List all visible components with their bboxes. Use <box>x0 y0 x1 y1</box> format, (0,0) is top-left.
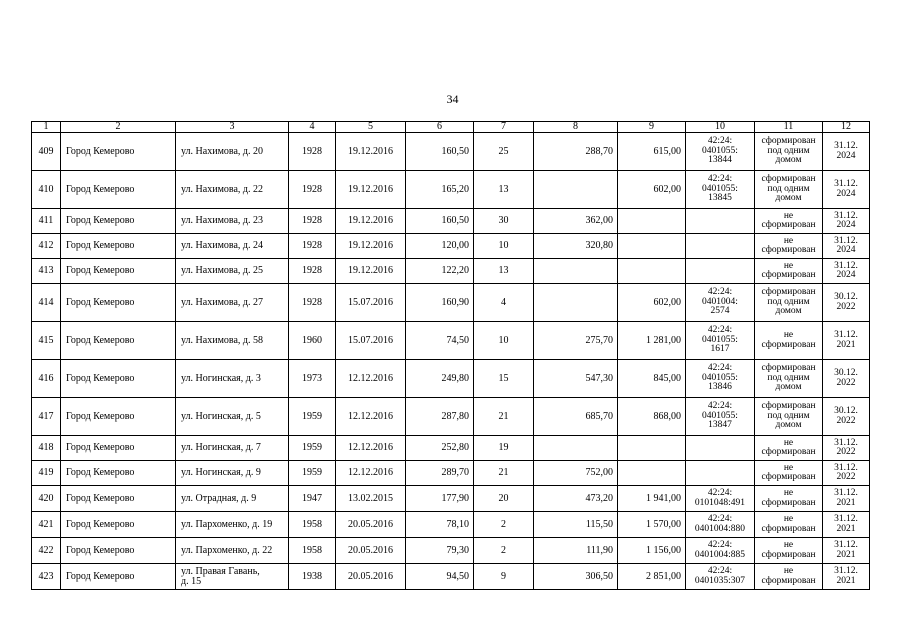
cell-norm-area: 1 281,00 <box>618 322 686 360</box>
cell-date: 20.05.2016 <box>336 512 406 538</box>
cell-date: 19.12.2016 <box>336 259 406 284</box>
table-row <box>32 171 870 209</box>
cell-deadline: 31.12. 2024 <box>823 209 870 234</box>
cell-land-area: 752,00 <box>534 461 618 486</box>
cell-land-area: 306,50 <box>534 564 618 590</box>
cell-land-status: сформирован под одним домом <box>755 398 823 436</box>
cell-date: 12.12.2016 <box>336 436 406 461</box>
cell-address: ул. Нахимова, д. 27 <box>176 284 289 322</box>
cell-land-status: сформирован под одним домом <box>755 360 823 398</box>
cell-date: 12.12.2016 <box>336 360 406 398</box>
cell-date: 19.12.2016 <box>336 133 406 171</box>
cell-area: 120,00 <box>406 234 474 259</box>
cell-settlement: Город Кемерово <box>61 133 176 171</box>
cell-settlement: Город Кемерово <box>61 322 176 360</box>
cell-land-status: не сформирован <box>755 564 823 590</box>
table-row <box>32 538 870 564</box>
cell-land-area: 275,70 <box>534 322 618 360</box>
cell-land-status: не сформирован <box>755 209 823 234</box>
table-row <box>32 486 870 512</box>
table-row <box>32 461 870 486</box>
header-address: 3 <box>176 122 289 133</box>
cell-land-status: не сформирован <box>755 322 823 360</box>
cell-area: 160,50 <box>406 133 474 171</box>
cell-area: 165,20 <box>406 171 474 209</box>
cell-address: ул. Нахимова, д. 22 <box>176 171 289 209</box>
header-settlement: 2 <box>61 122 176 133</box>
cell-cadastral-number <box>686 436 755 461</box>
cell-cadastral-number: 42:24: 0101048:491 <box>686 486 755 512</box>
cell-settlement: Город Кемерово <box>61 398 176 436</box>
cell-address: ул. Нахимова, д. 20 <box>176 133 289 171</box>
table-row <box>32 284 870 322</box>
table-row <box>32 209 870 234</box>
cell-address: ул. Пархоменко, д. 19 <box>176 512 289 538</box>
table-row <box>32 398 870 436</box>
cell-residents: 2 <box>474 512 534 538</box>
cell-address: ул. Ногинская, д. 3 <box>176 360 289 398</box>
cell-settlement: Город Кемерово <box>61 538 176 564</box>
cell-row-number: 417 <box>32 398 61 436</box>
header-residents: 7 <box>474 122 534 133</box>
cell-build-year: 1928 <box>289 284 336 322</box>
cell-land-area: 320,80 <box>534 234 618 259</box>
cell-row-number: 411 <box>32 209 61 234</box>
table-row <box>32 234 870 259</box>
cell-row-number: 414 <box>32 284 61 322</box>
table-row <box>32 512 870 538</box>
cell-deadline: 31.12. 2021 <box>823 512 870 538</box>
cell-build-year: 1947 <box>289 486 336 512</box>
cell-row-number: 413 <box>32 259 61 284</box>
cell-land-status: не сформирован <box>755 259 823 284</box>
cell-norm-area <box>618 436 686 461</box>
cell-cadastral-number: 42:24: 0401055: 13846 <box>686 360 755 398</box>
cell-row-number: 418 <box>32 436 61 461</box>
cell-norm-area: 615,00 <box>618 133 686 171</box>
cell-residents: 2 <box>474 538 534 564</box>
cell-date: 12.12.2016 <box>336 398 406 436</box>
cell-build-year: 1959 <box>289 436 336 461</box>
cell-build-year: 1928 <box>289 171 336 209</box>
header-norm-area: 9 <box>618 122 686 133</box>
cell-residents: 4 <box>474 284 534 322</box>
cell-deadline: 30.12. 2022 <box>823 360 870 398</box>
cell-cadastral-number: 42:24: 0401004:885 <box>686 538 755 564</box>
cell-area: 249,80 <box>406 360 474 398</box>
cell-row-number: 409 <box>32 133 61 171</box>
cell-norm-area: 1 156,00 <box>618 538 686 564</box>
cell-deadline: 31.12. 2021 <box>823 564 870 590</box>
cell-land-status: не сформирован <box>755 461 823 486</box>
cell-date: 15.07.2016 <box>336 322 406 360</box>
cell-deadline: 31.12. 2022 <box>823 436 870 461</box>
cell-land-area <box>534 171 618 209</box>
cell-norm-area <box>618 259 686 284</box>
cell-cadastral-number: 42:24: 0401055: 13844 <box>686 133 755 171</box>
cell-land-area: 473,20 <box>534 486 618 512</box>
cell-deadline: 31.12. 2021 <box>823 486 870 512</box>
cell-land-status: не сформирован <box>755 234 823 259</box>
cell-settlement: Город Кемерово <box>61 234 176 259</box>
table-row <box>32 564 870 590</box>
cell-norm-area <box>618 234 686 259</box>
cell-date: 13.02.2015 <box>336 486 406 512</box>
header-land-area: 8 <box>534 122 618 133</box>
cell-address: ул. Нахимова, д. 58 <box>176 322 289 360</box>
cell-area: 177,90 <box>406 486 474 512</box>
cell-deadline: 31.12. 2024 <box>823 259 870 284</box>
cell-residents: 25 <box>474 133 534 171</box>
cell-address: ул. Правая Гавань, д. 15 <box>176 564 289 590</box>
cell-land-status: сформирован под одним домом <box>755 133 823 171</box>
cell-area: 94,50 <box>406 564 474 590</box>
cell-area: 78,10 <box>406 512 474 538</box>
cell-norm-area: 602,00 <box>618 284 686 322</box>
cell-area: 289,70 <box>406 461 474 486</box>
cell-cadastral-number: 42:24: 0401055: 13847 <box>686 398 755 436</box>
cell-address: ул. Пархоменко, д. 22 <box>176 538 289 564</box>
cell-residents: 20 <box>474 486 534 512</box>
cell-cadastral-number: 42:24: 0401035:307 <box>686 564 755 590</box>
cell-settlement: Город Кемерово <box>61 564 176 590</box>
table-row <box>32 322 870 360</box>
cell-build-year: 1928 <box>289 133 336 171</box>
cell-build-year: 1928 <box>289 259 336 284</box>
cell-land-area: 288,70 <box>534 133 618 171</box>
cell-cadastral-number <box>686 209 755 234</box>
cell-cadastral-number <box>686 461 755 486</box>
cell-deadline: 31.12. 2024 <box>823 234 870 259</box>
cell-settlement: Город Кемерово <box>61 284 176 322</box>
cell-residents: 15 <box>474 360 534 398</box>
cell-cadastral-number: 42:24: 0401055: 13845 <box>686 171 755 209</box>
cell-land-status: не сформирован <box>755 436 823 461</box>
cell-build-year: 1959 <box>289 398 336 436</box>
cell-cadastral-number <box>686 234 755 259</box>
cell-area: 79,30 <box>406 538 474 564</box>
header-cadastral-number: 10 <box>686 122 755 133</box>
cell-settlement: Город Кемерово <box>61 209 176 234</box>
cell-build-year: 1973 <box>289 360 336 398</box>
cell-land-area <box>534 436 618 461</box>
cell-build-year: 1938 <box>289 564 336 590</box>
cell-residents: 30 <box>474 209 534 234</box>
cell-date: 19.12.2016 <box>336 234 406 259</box>
cell-row-number: 412 <box>32 234 61 259</box>
cell-date: 19.12.2016 <box>336 209 406 234</box>
cell-land-area <box>534 284 618 322</box>
cell-settlement: Город Кемерово <box>61 259 176 284</box>
cell-norm-area: 845,00 <box>618 360 686 398</box>
cell-row-number: 422 <box>32 538 61 564</box>
cell-land-area: 362,00 <box>534 209 618 234</box>
cell-settlement: Город Кемерово <box>61 461 176 486</box>
cell-build-year: 1960 <box>289 322 336 360</box>
cell-deadline: 30.12. 2022 <box>823 284 870 322</box>
cell-build-year: 1958 <box>289 512 336 538</box>
cell-deadline: 31.12. 2021 <box>823 538 870 564</box>
cell-residents: 13 <box>474 259 534 284</box>
cell-settlement: Город Кемерово <box>61 486 176 512</box>
cell-norm-area: 2 851,00 <box>618 564 686 590</box>
cell-address: ул. Отрадная, д. 9 <box>176 486 289 512</box>
cell-cadastral-number: 42:24: 0401004:880 <box>686 512 755 538</box>
cell-area: 287,80 <box>406 398 474 436</box>
table-row <box>32 360 870 398</box>
cell-address: ул. Ногинская, д. 9 <box>176 461 289 486</box>
cell-date: 19.12.2016 <box>336 171 406 209</box>
cell-area: 122,20 <box>406 259 474 284</box>
housing-table <box>31 121 870 590</box>
cell-norm-area <box>618 461 686 486</box>
cell-residents: 13 <box>474 171 534 209</box>
cell-deadline: 31.12. 2021 <box>823 322 870 360</box>
cell-land-area: 547,30 <box>534 360 618 398</box>
cell-area: 160,90 <box>406 284 474 322</box>
cell-address: ул. Нахимова, д. 25 <box>176 259 289 284</box>
cell-date: 20.05.2016 <box>336 564 406 590</box>
cell-deadline: 30.12. 2022 <box>823 398 870 436</box>
cell-land-status: сформирован под одним домом <box>755 171 823 209</box>
cell-land-status: не сформирован <box>755 512 823 538</box>
cell-norm-area: 1 570,00 <box>618 512 686 538</box>
cell-land-area: 685,70 <box>534 398 618 436</box>
header-deadline: 12 <box>823 122 870 133</box>
cell-settlement: Город Кемерово <box>61 436 176 461</box>
cell-cadastral-number <box>686 259 755 284</box>
cell-date: 20.05.2016 <box>336 538 406 564</box>
cell-row-number: 423 <box>32 564 61 590</box>
cell-land-status: сформирован под одним домом <box>755 284 823 322</box>
cell-date: 15.07.2016 <box>336 284 406 322</box>
cell-residents: 9 <box>474 564 534 590</box>
header-date: 5 <box>336 122 406 133</box>
cell-build-year: 1928 <box>289 234 336 259</box>
cell-residents: 10 <box>474 234 534 259</box>
header-area: 6 <box>406 122 474 133</box>
cell-deadline: 31.12. 2024 <box>823 171 870 209</box>
cell-cadastral-number: 42:24: 0401004: 2574 <box>686 284 755 322</box>
cell-area: 74,50 <box>406 322 474 360</box>
cell-settlement: Город Кемерово <box>61 512 176 538</box>
table-row <box>32 259 870 284</box>
cell-area: 252,80 <box>406 436 474 461</box>
cell-residents: 21 <box>474 398 534 436</box>
cell-row-number: 420 <box>32 486 61 512</box>
cell-deadline: 31.12. 2024 <box>823 133 870 171</box>
cell-date: 12.12.2016 <box>336 461 406 486</box>
cell-area: 160,50 <box>406 209 474 234</box>
cell-build-year: 1928 <box>289 209 336 234</box>
cell-settlement: Город Кемерово <box>61 171 176 209</box>
cell-residents: 19 <box>474 436 534 461</box>
cell-deadline: 31.12. 2022 <box>823 461 870 486</box>
cell-norm-area: 602,00 <box>618 171 686 209</box>
cell-row-number: 410 <box>32 171 61 209</box>
cell-land-area: 111,90 <box>534 538 618 564</box>
cell-row-number: 419 <box>32 461 61 486</box>
cell-norm-area <box>618 209 686 234</box>
cell-row-number: 421 <box>32 512 61 538</box>
cell-build-year: 1958 <box>289 538 336 564</box>
cell-cadastral-number: 42:24: 0401055: 1617 <box>686 322 755 360</box>
cell-norm-area: 868,00 <box>618 398 686 436</box>
cell-land-area: 115,50 <box>534 512 618 538</box>
cell-land-area <box>534 259 618 284</box>
cell-settlement: Город Кемерово <box>61 360 176 398</box>
cell-address: ул. Нахимова, д. 23 <box>176 209 289 234</box>
cell-row-number: 416 <box>32 360 61 398</box>
table-header-row <box>32 122 870 133</box>
table-row <box>32 133 870 171</box>
cell-row-number: 415 <box>32 322 61 360</box>
header-row-number: 1 <box>32 122 61 133</box>
cell-residents: 21 <box>474 461 534 486</box>
cell-address: ул. Ногинская, д. 7 <box>176 436 289 461</box>
cell-land-status: не сформирован <box>755 486 823 512</box>
header-land-status: 11 <box>755 122 823 133</box>
cell-residents: 10 <box>474 322 534 360</box>
cell-land-status: не сформирован <box>755 538 823 564</box>
cell-build-year: 1959 <box>289 461 336 486</box>
header-build-year: 4 <box>289 122 336 133</box>
cell-address: ул. Ногинская, д. 5 <box>176 398 289 436</box>
table-row <box>32 436 870 461</box>
cell-address: ул. Нахимова, д. 24 <box>176 234 289 259</box>
cell-norm-area: 1 941,00 <box>618 486 686 512</box>
page-number: 34 <box>446 92 459 106</box>
